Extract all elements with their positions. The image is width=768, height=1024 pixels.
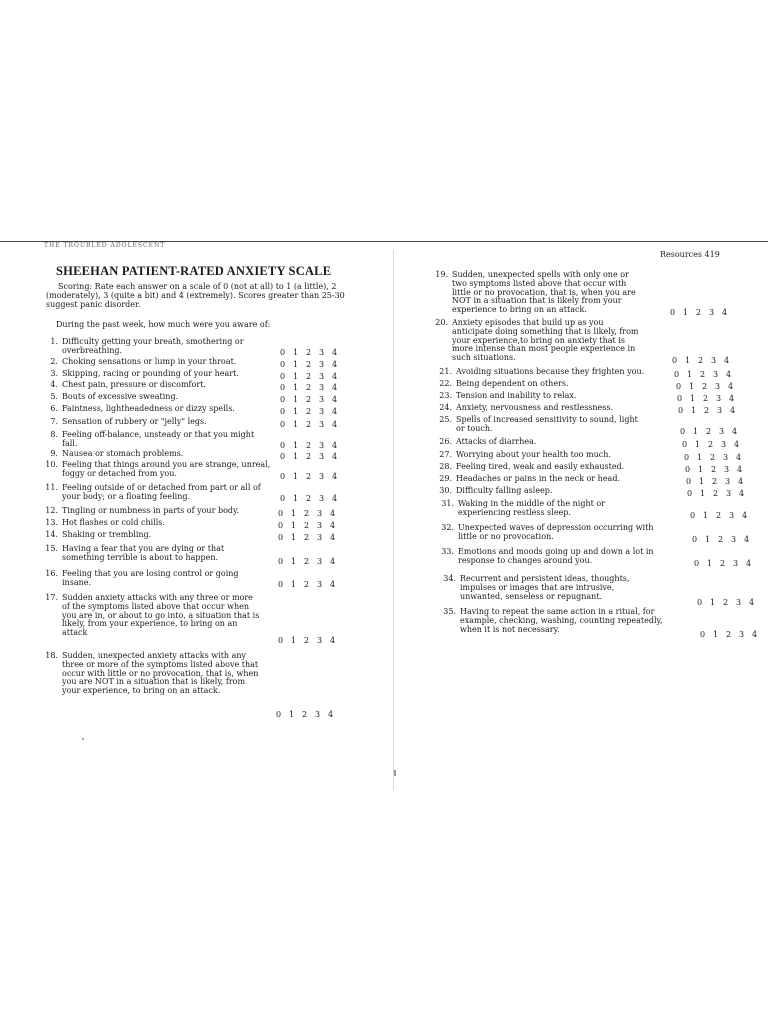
rating-option: 0 xyxy=(279,348,286,357)
rating-option: 3 xyxy=(316,521,323,530)
rating-option: 2 xyxy=(303,557,310,566)
item-text: Recurrent and persistent ideas, thoughts, impulses or images that are intrusive, unwanted, senseless or repugnant. xyxy=(460,574,630,601)
rating-option: 3 xyxy=(715,394,722,403)
rating-option: 3 xyxy=(318,452,325,461)
rating-option: 1 xyxy=(682,308,689,317)
rating-option: 2 xyxy=(722,598,729,607)
rating-option: 2 xyxy=(305,472,312,481)
item-text: Tension and inability to relax. xyxy=(456,391,577,400)
rating-scale xyxy=(696,630,761,639)
item-text: Feeling outside of or detached from part or all of your body; or a floating feeling. xyxy=(62,483,261,501)
item-text: Avoiding situations because they frighten you. xyxy=(456,367,645,376)
rating-option: 4 xyxy=(728,394,735,403)
item-number: 18. xyxy=(45,651,58,660)
rating-option: 3 xyxy=(708,308,715,317)
item-text: Sensation of rubbery or "jelly" legs. xyxy=(62,417,207,426)
rating-option: 0 xyxy=(277,533,284,542)
rating-option: 2 xyxy=(699,370,706,379)
item-number: 1. xyxy=(50,337,58,346)
rating-option: 2 xyxy=(305,348,312,357)
item-number: 21. xyxy=(439,367,452,376)
rating-option: 1 xyxy=(689,394,696,403)
rating-option: 0 xyxy=(279,383,286,392)
rating-option: 2 xyxy=(695,308,702,317)
rating-option: 1 xyxy=(709,598,716,607)
rating-option: 1 xyxy=(292,472,299,481)
item-text: Feeling that things around you are strange, unreal, foggy or detached from you. xyxy=(62,460,271,478)
rating-option: 3 xyxy=(318,407,325,416)
rating-option: 0 xyxy=(677,406,684,415)
item-text: Faintness, lightheadedness or dizzy spells. xyxy=(62,404,235,413)
rating-option: 1 xyxy=(292,348,299,357)
rating-option: 4 xyxy=(737,477,744,486)
item-number: 14. xyxy=(45,530,58,539)
rating-option: 0 xyxy=(277,636,284,645)
rating-option: 4 xyxy=(331,472,338,481)
item-number: 32. xyxy=(441,523,454,532)
rating-option: 1 xyxy=(290,509,297,518)
rating-scale xyxy=(276,407,341,416)
rating-option: 0 xyxy=(671,356,678,365)
item-number: 3. xyxy=(50,369,58,378)
rating-option: 0 xyxy=(277,580,284,589)
rating-scale xyxy=(680,453,745,462)
rating-option: 4 xyxy=(329,533,336,542)
rating-option: 1 xyxy=(292,420,299,429)
item-number: 33. xyxy=(441,547,454,556)
rating-option: 2 xyxy=(709,453,716,462)
item-number: 34. xyxy=(443,574,456,583)
rating-option: 1 xyxy=(290,580,297,589)
item-text: Bouts of excessive sweating. xyxy=(62,392,179,401)
rating-option: 3 xyxy=(318,472,325,481)
rating-option: 1 xyxy=(698,477,705,486)
item-number: 29. xyxy=(439,474,452,483)
rating-option: 3 xyxy=(716,406,723,415)
rating-option: 0 xyxy=(699,630,706,639)
rating-option: 3 xyxy=(714,382,721,391)
rating-option: 3 xyxy=(316,636,323,645)
rating-option: 0 xyxy=(279,407,286,416)
rating-option: 1 xyxy=(692,427,699,436)
rating-option: 4 xyxy=(331,383,338,392)
rating-option: 0 xyxy=(681,440,688,449)
rating-option: 3 xyxy=(722,453,729,462)
rating-scale xyxy=(276,494,341,503)
rating-option: 2 xyxy=(303,533,310,542)
item-text: Choking sensations or lump in your throat. xyxy=(62,357,237,366)
running-head-right: Resources 419 xyxy=(660,250,720,259)
rating-option: 1 xyxy=(290,521,297,530)
item-number: 6. xyxy=(50,404,58,413)
rating-option: 4 xyxy=(723,356,730,365)
rating-option: 2 xyxy=(702,394,709,403)
rating-scale xyxy=(276,395,341,404)
rating-option: 3 xyxy=(738,630,745,639)
rating-option: 1 xyxy=(690,406,697,415)
rating-option: 2 xyxy=(305,383,312,392)
paper-mark xyxy=(394,770,396,776)
rating-option: 0 xyxy=(673,370,680,379)
item-number: 25. xyxy=(439,415,452,424)
rating-option: 4 xyxy=(736,465,743,474)
item-number: 13. xyxy=(45,518,58,527)
item-text: Tingling or numbness in parts of your body. xyxy=(62,506,240,515)
item-number: 20. xyxy=(435,318,448,327)
rating-scale xyxy=(274,580,339,589)
rating-option: 2 xyxy=(303,509,310,518)
item-number: 16. xyxy=(45,569,58,578)
rating-option: 1 xyxy=(292,494,299,503)
item-number: 27. xyxy=(439,450,452,459)
rating-option: 4 xyxy=(733,440,740,449)
item-text: Sudden, unexpected anxiety attacks with any three or more of the symptoms listed above that occur with little or no provocation, that is, when you are NOT in a situation that is likely, from your experience, to bring on an attack. xyxy=(62,651,259,696)
rating-option: 2 xyxy=(303,521,310,530)
item-text: Feeling tired, weak and easily exhausted. xyxy=(456,462,625,471)
item-text: Unexpected waves of depression occurring with little or no provocation. xyxy=(458,523,654,541)
rating-option: 1 xyxy=(288,710,295,719)
item-text: Having to repeat the same action in a ritual, for example, checking, washing, counting repeatedly, when it is not necessary. xyxy=(460,607,663,634)
item-text: Nausea or stomach problems. xyxy=(62,449,184,458)
rating-option: 4 xyxy=(745,559,752,568)
rating-option: 4 xyxy=(731,427,738,436)
rating-option: 4 xyxy=(331,452,338,461)
rating-option: 0 xyxy=(279,494,286,503)
rating-scale xyxy=(272,710,337,719)
rating-option: 3 xyxy=(730,535,737,544)
rating-option: 3 xyxy=(732,559,739,568)
rating-option: 0 xyxy=(686,489,693,498)
rating-option: 0 xyxy=(279,420,286,429)
item-text: Sudden, unexpected spells with only one or two symptoms listed above that occur with little or no provocation, that is, when you are NOT in a situation that is likely from your experience to bring on an attack. xyxy=(452,270,636,315)
rating-option: 1 xyxy=(712,630,719,639)
item-number: 28. xyxy=(439,462,452,471)
rating-option: 0 xyxy=(685,477,692,486)
rating-option: 1 xyxy=(706,559,713,568)
item-number: 4. xyxy=(50,380,58,389)
item-text: Attacks of diarrhea. xyxy=(456,437,537,446)
rating-option: 2 xyxy=(710,465,717,474)
rating-option: 4 xyxy=(331,360,338,369)
rating-option: 4 xyxy=(329,636,336,645)
rating-option: 0 xyxy=(279,441,286,450)
rating-option: 4 xyxy=(743,535,750,544)
item-text: Hot flashes or cold chills. xyxy=(62,518,165,527)
rating-option: 0 xyxy=(279,452,286,461)
rating-option: 0 xyxy=(683,453,690,462)
item-number: 17. xyxy=(45,593,58,602)
item-text: Difficulty getting your breath, smothering or overbreathing. xyxy=(62,337,244,355)
rating-scale xyxy=(674,406,739,415)
rating-scale xyxy=(276,472,341,481)
rating-option: 3 xyxy=(712,370,719,379)
rating-option: 2 xyxy=(707,440,714,449)
item-number: 12. xyxy=(45,506,58,515)
rating-option: 3 xyxy=(718,427,725,436)
rating-scale xyxy=(686,511,751,520)
rating-option: 3 xyxy=(314,710,321,719)
rating-option: 2 xyxy=(305,452,312,461)
rating-option: 0 xyxy=(279,360,286,369)
item-text: Headaches or pains in the neck or head. xyxy=(456,474,620,483)
rating-option: 0 xyxy=(675,382,682,391)
rating-option: 4 xyxy=(729,406,736,415)
rating-option: 0 xyxy=(277,509,284,518)
rating-option: 4 xyxy=(725,370,732,379)
rating-option: 3 xyxy=(318,348,325,357)
rating-scale xyxy=(666,308,731,317)
rating-option: 0 xyxy=(277,557,284,566)
rating-option: 4 xyxy=(331,494,338,503)
rating-option: 3 xyxy=(318,420,325,429)
item-text: Being dependent on others. xyxy=(456,379,569,388)
rating-option: 2 xyxy=(303,580,310,589)
rating-option: 4 xyxy=(331,420,338,429)
item-number: 10. xyxy=(45,460,58,469)
rating-option: 1 xyxy=(292,407,299,416)
rating-option: 1 xyxy=(696,453,703,462)
rating-scale xyxy=(274,636,339,645)
rating-option: 2 xyxy=(305,441,312,450)
item-number: 26. xyxy=(439,437,452,446)
rating-option: 2 xyxy=(305,494,312,503)
rating-option: 1 xyxy=(292,372,299,381)
rating-scale xyxy=(274,509,339,518)
rating-option: 2 xyxy=(697,356,704,365)
rating-option: 0 xyxy=(679,427,686,436)
rating-option: 1 xyxy=(292,383,299,392)
rating-option: 1 xyxy=(292,452,299,461)
rating-option: 2 xyxy=(711,477,718,486)
rating-option: 0 xyxy=(277,521,284,530)
rating-option: 4 xyxy=(329,557,336,566)
rating-option: 2 xyxy=(715,511,722,520)
item-text: Spells of increased sensitivity to sound, light or touch. xyxy=(456,415,638,433)
rating-option: 4 xyxy=(727,382,734,391)
rating-option: 0 xyxy=(684,465,691,474)
rating-option: 3 xyxy=(318,494,325,503)
rating-option: 4 xyxy=(748,598,755,607)
rating-option: 3 xyxy=(724,477,731,486)
rating-option: 2 xyxy=(301,710,308,719)
item-number: 30. xyxy=(439,486,452,495)
rating-option: 1 xyxy=(290,533,297,542)
rating-option: 3 xyxy=(723,465,730,474)
rating-scale xyxy=(678,440,743,449)
rating-scale xyxy=(274,533,339,542)
rating-option: 3 xyxy=(316,557,323,566)
rating-scale xyxy=(681,465,746,474)
rating-option: 2 xyxy=(725,630,732,639)
item-text: Skipping, racing or pounding of your heart. xyxy=(62,369,239,378)
rating-option: 2 xyxy=(701,382,708,391)
rating-scale xyxy=(276,348,341,357)
rating-scale xyxy=(676,427,741,436)
paper-speck xyxy=(82,738,84,740)
rating-option: 4 xyxy=(751,630,758,639)
item-number: 31. xyxy=(441,499,454,508)
rating-scale xyxy=(276,420,341,429)
rating-option: 1 xyxy=(686,370,693,379)
rating-option: 4 xyxy=(738,489,745,498)
rating-option: 4 xyxy=(331,441,338,450)
rating-option: 4 xyxy=(331,348,338,357)
rating-scale xyxy=(276,372,341,381)
rating-scale xyxy=(690,559,755,568)
item-text: Waking in the middle of the night or experiencing restless sleep. xyxy=(458,499,605,517)
rating-option: 3 xyxy=(318,395,325,404)
item-number: 15. xyxy=(45,544,58,553)
rating-scale xyxy=(683,489,748,498)
rating-option: 0 xyxy=(689,511,696,520)
rating-option: 1 xyxy=(699,489,706,498)
rating-scale xyxy=(682,477,747,486)
rating-option: 3 xyxy=(318,383,325,392)
rating-scale xyxy=(274,521,339,530)
rating-option: 0 xyxy=(279,395,286,404)
rating-scale xyxy=(276,383,341,392)
rating-option: 1 xyxy=(697,465,704,474)
item-number: 8. xyxy=(50,430,58,439)
rating-scale xyxy=(693,598,758,607)
rating-scale xyxy=(276,452,341,461)
rating-option: 1 xyxy=(702,511,709,520)
rating-option: 0 xyxy=(691,535,698,544)
rating-option: 1 xyxy=(694,440,701,449)
rating-option: 2 xyxy=(305,395,312,404)
rating-scale xyxy=(673,394,738,403)
item-text: Emotions and moods going up and down a lot in response to changes around you. xyxy=(458,547,654,565)
rating-scale xyxy=(670,370,735,379)
rating-option: 0 xyxy=(693,559,700,568)
rating-scale xyxy=(668,356,733,365)
item-number: 24. xyxy=(439,403,452,412)
item-text: Difficulty falling asleep. xyxy=(456,486,553,495)
rating-option: 4 xyxy=(329,521,336,530)
rating-option: 2 xyxy=(303,636,310,645)
rating-option: 3 xyxy=(318,441,325,450)
rating-option: 3 xyxy=(318,372,325,381)
rating-option: 4 xyxy=(329,580,336,589)
rating-option: 3 xyxy=(735,598,742,607)
rating-option: 2 xyxy=(305,420,312,429)
rating-scale xyxy=(276,360,341,369)
item-text: Shaking or trembling. xyxy=(62,530,152,539)
rating-option: 3 xyxy=(720,440,727,449)
rating-option: 4 xyxy=(327,710,334,719)
rating-option: 1 xyxy=(290,557,297,566)
rating-option: 2 xyxy=(703,406,710,415)
rating-option: 0 xyxy=(669,308,676,317)
item-number: 11. xyxy=(45,483,58,492)
rating-option: 3 xyxy=(728,511,735,520)
item-number: 23. xyxy=(439,391,452,400)
item-text: Worrying about your health too much. xyxy=(456,450,611,459)
rating-scale xyxy=(688,535,753,544)
rating-scale xyxy=(274,557,339,566)
rating-option: 2 xyxy=(705,427,712,436)
item-number: 7. xyxy=(50,417,58,426)
rating-option: 1 xyxy=(704,535,711,544)
rating-scale xyxy=(672,382,737,391)
rating-option: 4 xyxy=(721,308,728,317)
rating-option: 1 xyxy=(684,356,691,365)
rating-option: 0 xyxy=(275,710,282,719)
item-number: 19. xyxy=(435,270,448,279)
rating-option: 2 xyxy=(717,535,724,544)
running-head-left: THE TROUBLED ADOLESCENT xyxy=(44,242,166,249)
item-number: 9. xyxy=(50,449,58,458)
rating-option: 1 xyxy=(292,360,299,369)
item-number: 2. xyxy=(50,357,58,366)
item-text: Feeling that you are losing control or going insane. xyxy=(62,569,239,587)
item-text: Anxiety, nervousness and restlessness. xyxy=(456,403,614,412)
scale-title: SHEEHAN PATIENT-RATED ANXIETY SCALE xyxy=(56,264,332,278)
rating-option: 2 xyxy=(305,372,312,381)
rating-option: 4 xyxy=(331,407,338,416)
item-text: Sudden anxiety attacks with any three or more of the symptoms listed above that occur when you are in, or about to go into, a situation that is likely, from your experience, to bring on an attack xyxy=(62,593,260,638)
rating-option: 1 xyxy=(292,441,299,450)
item-text: Having a fear that you are dying or that something terrible is about to happen. xyxy=(62,544,225,562)
rating-option: 0 xyxy=(279,372,286,381)
item-text: Chest pain, pressure or discomfort. xyxy=(62,380,206,389)
rating-option: 0 xyxy=(696,598,703,607)
rating-option: 3 xyxy=(318,360,325,369)
scoring-instructions: Scoring: Rate each answer on a scale of 0 (not at all) to 1 (a little), 2 (moderately), 3 (quite a bit) and 4 (extremely). Scores greater than 25-30 suggest panic disorder. xyxy=(46,282,345,310)
item-number: 35. xyxy=(443,607,456,616)
rating-option: 1 xyxy=(688,382,695,391)
rating-option: 2 xyxy=(719,559,726,568)
item-number: 5. xyxy=(50,392,58,401)
rating-option: 4 xyxy=(735,453,742,462)
rating-option: 4 xyxy=(329,509,336,518)
rating-option: 0 xyxy=(676,394,683,403)
item-text: Feeling off-balance, unsteady or that you might fall. xyxy=(62,430,255,448)
question-prompt: During the past week, how much were you aware of: xyxy=(56,320,271,329)
item-number: 22. xyxy=(439,379,452,388)
rating-option: 3 xyxy=(316,580,323,589)
rating-option: 3 xyxy=(316,509,323,518)
rating-option: 4 xyxy=(741,511,748,520)
rating-option: 3 xyxy=(710,356,717,365)
rating-option: 2 xyxy=(712,489,719,498)
rating-option: 0 xyxy=(279,472,286,481)
rating-option: 2 xyxy=(305,360,312,369)
rating-option: 4 xyxy=(331,395,338,404)
item-text: Anxiety episodes that build up as you anticipate doing something that is likely, from your experience,to bring on anxiety that is more intense than most people experience in such situations. xyxy=(452,318,639,363)
rating-option: 1 xyxy=(292,395,299,404)
book-gutter xyxy=(393,250,394,790)
rating-option: 4 xyxy=(331,372,338,381)
rating-option: 3 xyxy=(316,533,323,542)
rating-scale xyxy=(276,441,341,450)
rating-option: 3 xyxy=(725,489,732,498)
rating-option: 2 xyxy=(305,407,312,416)
rating-option: 1 xyxy=(290,636,297,645)
